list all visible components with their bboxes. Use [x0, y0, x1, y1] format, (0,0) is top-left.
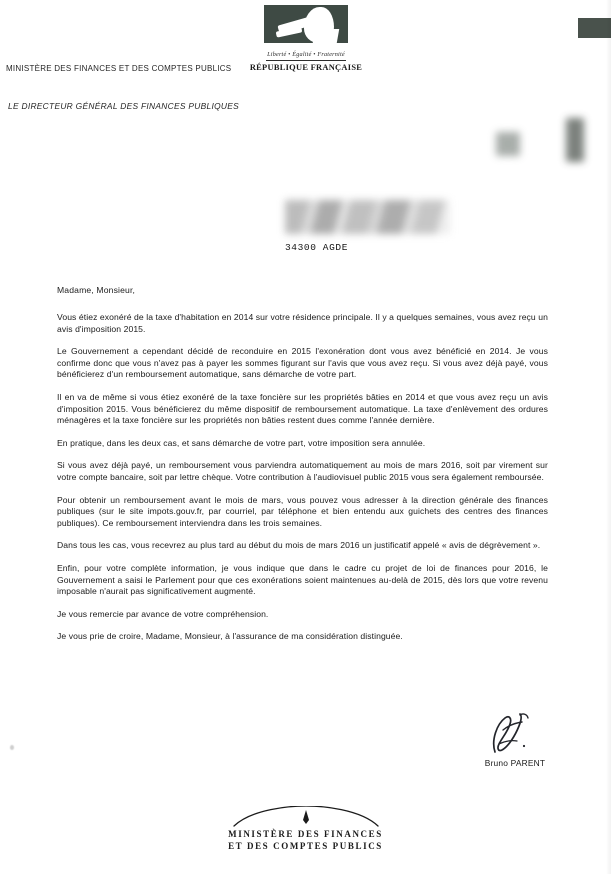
national-motto: Liberté • Égalité • Fraternité [266, 52, 346, 61]
recipient-city-line: 34300 AGDE [285, 242, 349, 253]
scan-smudge-artifact-a [496, 132, 520, 156]
letter-paragraph: Je vous remercie par avance de votre compréhension. [57, 608, 269, 619]
signatory-name: Bruno PARENT [484, 758, 546, 768]
recipient-name-redacted [285, 200, 450, 234]
letter-paragraph: Enfin, pour votre complète information, je vous indique que dans le cadre cu projet de loi de finances pour 2016, le Gouvernement a saisi le Parlement pour que ces exonérations soient maintenues au-delà de 2015, dès lors que votre revenu imposable n'aurait pas significativement augmenté. [57, 562, 548, 597]
scan-corner-block-artifact [578, 18, 611, 38]
footer-ministry-line-1: MINISTÈRE DES FINANCES [228, 829, 383, 839]
letter-paragraph: Pour obtenir un remboursement avant le mois de mars, vous pouvez vous adresser à la direction générale des finances publiques (sur le site impots.gouv.fr, par courriel, par téléphone et bien entendu aux guichets des centres des finances publiques). Ce remboursement interviendra dans les trois semaines. [57, 494, 548, 528]
letter-paragraph: Je vous prie de croire, Madame, Monsieur, à l'assurance de ma considération distinguée. [57, 631, 403, 642]
ministry-heading: MINISTÈRE DES FINANCES ET DES COMPTES PUBLICS [6, 64, 232, 73]
letter-paragraph: Vous étiez exonéré de la taxe d'habitation en 2014 sur votre résidence principale. Il y a quelques semaines, vous avez reçu un avis d'imposition 2015. [57, 312, 548, 334]
recipient-address-block [285, 200, 525, 253]
letter-paragraph: Dans tous les cas, vous recevrez au plus tard au début du mois de mars 2016 un justificatif appelé « avis de dégrèvement ». [57, 540, 541, 551]
republique-francaise-emblem [246, 5, 366, 72]
letter-body [57, 285, 548, 643]
arch-emblem-icon [230, 806, 382, 828]
handwritten-signature-icon [440, 710, 590, 756]
scan-speck-artifact [10, 745, 14, 750]
scan-edge-noise-artifact [606, 0, 611, 874]
letter-paragraph: Si vous avez déjà payé, un remboursement vous parviendra automatiquement au mois de mars 2016, soit par virement sur votre compte bancaire, soit par lettre chèque. Votre contribution à l'audiovisuel public 2015 vous sera également remboursée. [57, 460, 548, 482]
director-heading: LE DIRECTEUR GÉNÉRAL DES FINANCES PUBLIQUES [8, 101, 240, 111]
marianne-icon [264, 5, 348, 43]
scan-smudge-artifact-b [566, 118, 584, 162]
letter-paragraph: Il en va de même si vous étiez exonéré de la taxe foncière sur les propriétés bâties en 2014 et que vous avez reçu un avis d'imposition 2015. Vous bénéficierez du même dispositif de remboursement automatique. La taxe d'enlèvement des ordures ménagères et la taxe foncière sur les propriétés non bâties restent dues comme l'année dernière. [57, 391, 548, 426]
republique-francaise-label: RÉPUBLIQUE FRANÇAISE [249, 63, 363, 72]
letter-paragraph: En pratique, dans les deux cas, et sans démarche de votre part, votre imposition sera annulée. [57, 437, 426, 448]
footer-ministry-line-2: ET DES COMPTES PUBLICS [228, 841, 383, 851]
letter-salutation: Madame, Monsieur, [57, 285, 136, 295]
letter-paragraph: Le Gouvernement a cependant décidé de reconduire en 2015 l'exonération dont vous avez bénéficié en 2014. Je vous confirme donc que vous n'avez pas à payer les sommes figurant sur l'avis que vous avez reçu. Si vous avez déjà payé, vous bénéficierez d'un remboursement automatique, sans démarche de votre part. [57, 346, 548, 380]
footer-emblem-block [0, 806, 611, 852]
signature-block [440, 710, 590, 768]
